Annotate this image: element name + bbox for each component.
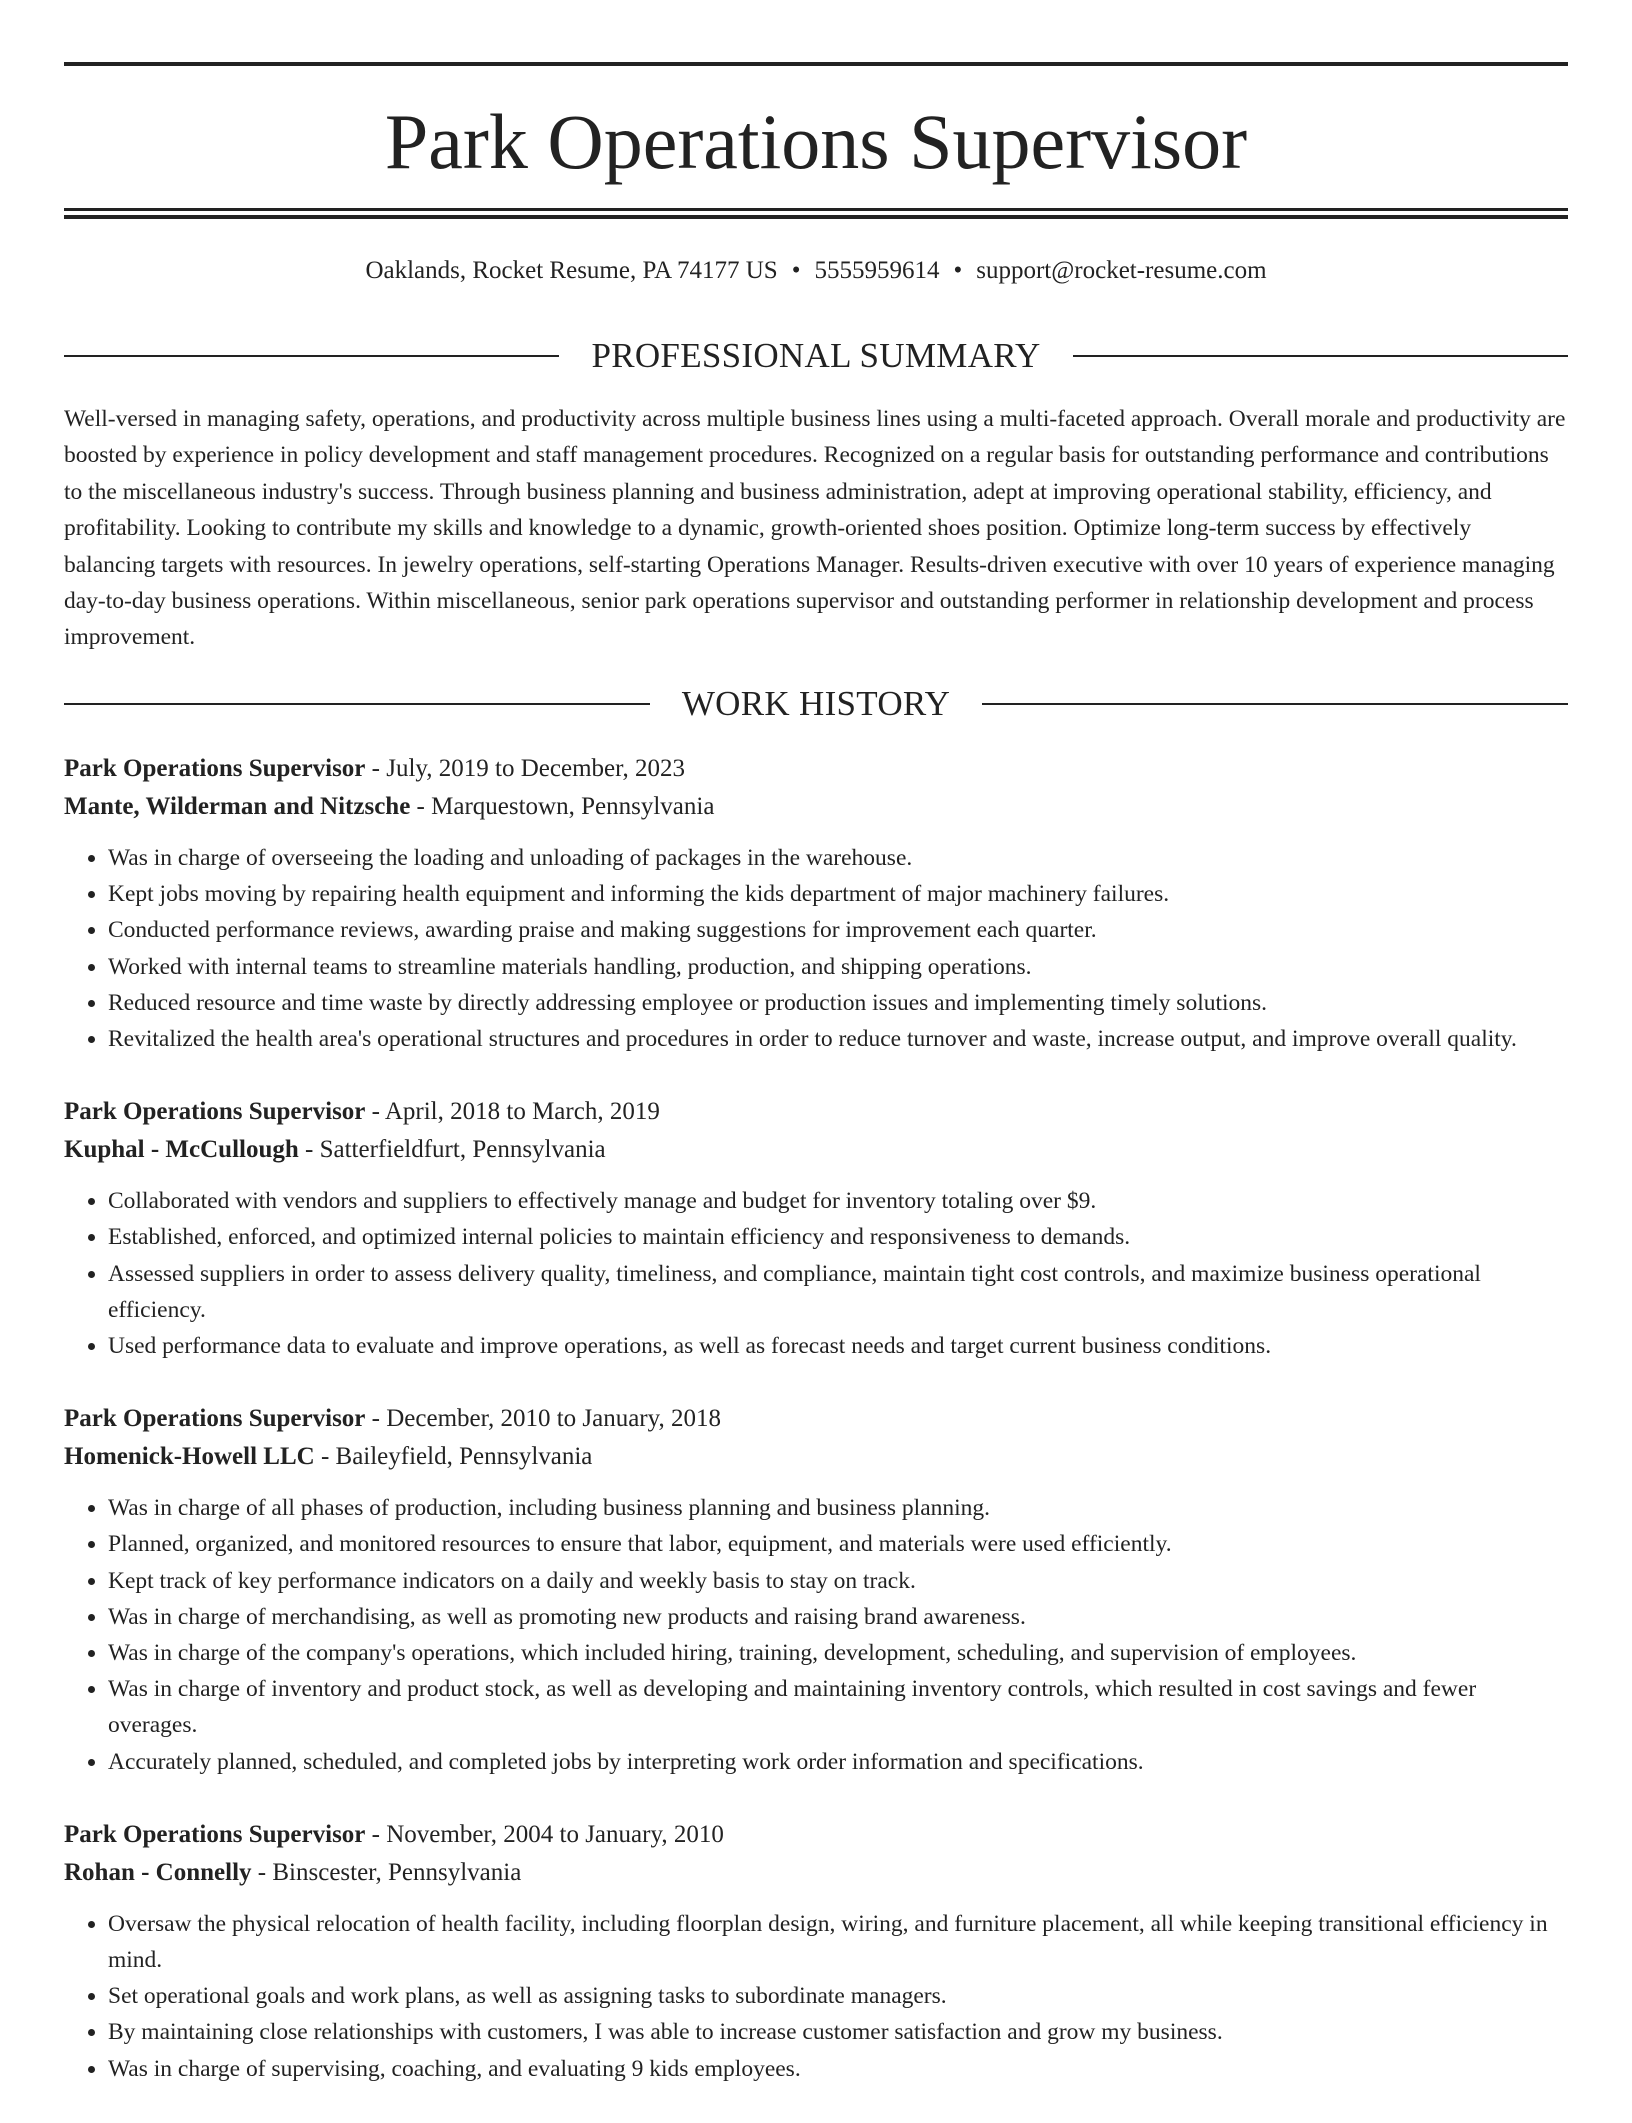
contact-email: support@rocket-resume.com [976,257,1267,284]
job-company: Homenick-Howell LLC [64,1443,315,1471]
job-bullet: • Collaborated with vendors and suppliers to effectively manage and budget for inventory totaling over $9. [108,1183,1568,1219]
job-bullet: • Was in charge of merchandising, as well as promoting new products and raising brand awareness. [108,1599,1568,1635]
work-history-list [64,750,1568,2123]
summary-heading-label: PROFESSIONAL SUMMARY [591,336,1041,375]
job-bullet: • Set operational goals and work plans, as well as assigning tasks to subordinate managers. [108,1978,1568,2014]
job-entry [64,1093,1568,1364]
job-bullet: • Assessed suppliers in order to assess delivery quality, timeliness, and compliance, maintain tight cost controls, and maximize business operational efficiency. [108,1256,1568,1328]
work-heading [64,682,1568,726]
job-company: Kuphal - McCullough [64,1136,299,1164]
summary-heading [64,334,1568,378]
job-dates: - April, 2018 to March, 2019 [365,1098,660,1126]
job-company-line [64,788,1568,826]
page-title: Park Operations Supervisor [384,98,1248,185]
job-bullets [64,1906,1568,2087]
job-location: - Satterfieldfurt, Pennsylvania [298,1136,606,1164]
job-bullets [64,1183,1568,1364]
job-dates: - December, 2010 to January, 2018 [365,1405,722,1433]
job-location: - Baileyfield, Pennsylvania [314,1443,593,1471]
job-bullet: • Was in charge of the company's operations, which included hiring, training, development, scheduling, and supervision of employees. [108,1635,1568,1671]
job-bullet: • Planned, organized, and monitored resources to ensure that labor, equipment, and materials were used efficiently. [108,1526,1568,1562]
job-title-line [64,1093,1568,1131]
work-heading-label: WORK HISTORY [681,684,951,723]
job-location: - Marquestown, Pennsylvania [410,793,715,820]
heading-rule-right [982,703,1568,705]
job-bullet: • By maintaining close relationships with customers, I was able to increase customer satisfaction and grow my business. [108,2014,1568,2050]
job-bullets [64,840,1568,1057]
job-dates: - November, 2004 to January, 2010 [365,1820,724,1848]
job-entry [64,1400,1568,1780]
job-entry [64,1816,1568,2087]
heading-rule-left [64,703,650,705]
job-bullet: • Worked with internal teams to streamline materials handling, production, and shipping operations. [108,949,1568,985]
job-bullet: • Was in charge of overseeing the loading and unloading of packages in the warehouse. [108,840,1568,876]
title-rule-lower [64,215,1568,219]
job-bullet: • Revitalized the health area's operational structures and procedures in order to reduce turnover and waste, increase output, and improve overall quality. [108,1021,1568,1057]
contact-line [64,254,1568,288]
job-bullets [64,1490,1568,1780]
job-title: Park Operations Supervisor [64,755,366,782]
job-company-line [64,1438,1568,1476]
job-bullet: • Accurately planned, scheduled, and completed jobs by interpreting work order information and specifications. [108,1744,1568,1780]
job-title: Park Operations Supervisor [64,1405,366,1433]
job-title: Park Operations Supervisor [64,1098,366,1126]
title-rule-upper [64,208,1568,211]
job-company-line [64,1854,1568,1892]
job-entry [64,750,1568,1057]
job-bullet: • Was in charge of inventory and product stock, as well as developing and maintaining inventory controls, which resulted in cost savings and fewer overages. [108,1671,1568,1743]
job-title-line [64,750,1568,788]
contact-phone: 5555959614 [814,257,940,284]
job-title: Park Operations Supervisor [64,1820,366,1848]
contact-separator: • [791,257,801,284]
job-title-line [64,1400,1568,1438]
job-bullet: • Reduced resource and time waste by directly addressing employee or production issues and implementing timely solutions. [108,985,1568,1021]
job-bullet: • Conducted performance reviews, awarding praise and making suggestions for improvement each quarter. [108,912,1568,948]
summary-text: Well-versed in managing safety, operations, and productivity across multiple business lines using a multi-faceted approach. Overall morale and productivity are boosted by experience in policy development and staff management procedures. Recognized on a regular basis for outstanding performance and contributions to the miscellaneous industry's success. Through business planning and business administration, adept at improving operational stability, efficiency, and profitability. Looking to contribute my skills and knowledge to a dynamic, growth-oriented shoes position. Optimize long-term success by effectively balancing targets with resources. In jewelry operations, self-starting Operations Manager. Results-driven executive with over 10 years of experience managing day-to-day business operations. Within miscellaneous, senior park operations supervisor and outstanding performer in relationship development and process improvement. [64,406,1566,651]
top-rule [64,62,1568,66]
job-bullet: • Oversaw the physical relocation of health facility, including floorplan design, wiring, and furniture placement, all while keeping transitional efficiency in mind. [108,1906,1568,1978]
heading-rule-left [64,355,559,357]
contact-address: Oaklands, Rocket Resume, PA 74177 US [365,257,778,284]
heading-rule-right [1073,355,1568,357]
job-dates: - July, 2019 to December, 2023 [365,755,685,782]
job-bullet: • Established, enforced, and optimized internal policies to maintain efficiency and responsiveness to demands. [108,1219,1568,1255]
job-company: Rohan - Connelly [64,1858,252,1886]
job-company: Mante, Wilderman and Nitzsche [64,793,411,820]
job-location: - Binscester, Pennsylvania [251,1858,522,1886]
job-title-line [64,1816,1568,1854]
job-bullet: • Was in charge of supervising, coaching, and evaluating 9 kids employees. [108,2051,1568,2087]
contact-separator: • [953,257,963,284]
job-bullet: • Was in charge of all phases of production, including business planning and business planning. [108,1490,1568,1526]
job-bullet: • Kept jobs moving by repairing health equipment and informing the kids department of major machinery failures. [108,876,1568,912]
job-bullet: • Kept track of key performance indicators on a daily and weekly basis to stay on track. [108,1563,1568,1599]
job-company-line [64,1131,1568,1169]
job-bullet: • Used performance data to evaluate and improve operations, as well as forecast needs and target current business conditions. [108,1328,1568,1364]
